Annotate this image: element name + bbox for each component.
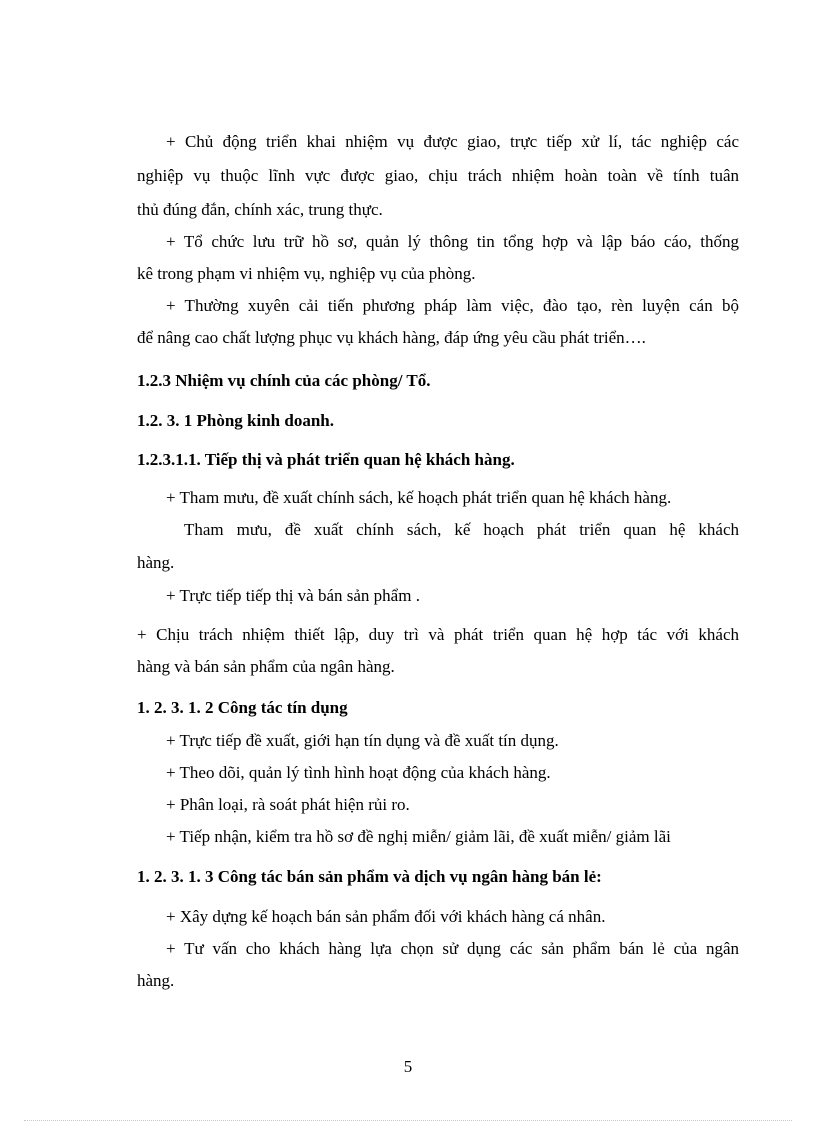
section-heading: 1.2.3 Nhiệm vụ chính của các phòng/ Tổ. [137,371,431,390]
page-bottom-border [24,1120,792,1121]
bullet-line: + Phân loại, rà soát phát hiện rủi ro. [166,795,410,814]
paragraph-line: kê trong phạm vi nhiệm vụ, nghiệp vụ của phòng. [137,264,476,283]
bullet-line: + Trực tiếp đề xuất, giới hạn tín dụng và đề xuất tín dụng. [166,731,559,750]
bullet-line: + Tham mưu, đề xuất chính sách, kế hoạch phát triển quan hệ khách hàng. [166,488,672,507]
paragraph-line: Tham mưu, đề xuất chính sách, kế hoạch phát triển quan hệ khách [184,520,739,539]
paragraph-line: + Tổ chức lưu trữ hồ sơ, quản lý thông tin tổng hợp và lập báo cáo, thống [166,232,739,251]
section-heading: 1. 2. 3. 1. 3 Công tác bán sản phẩm và dịch vụ ngân hàng bán lẻ: [137,867,602,886]
paragraph-line: + Chủ động triển khai nhiệm vụ được giao, trực tiếp xử lí, tác nghiệp các [166,132,739,151]
section-heading: 1.2.3.1.1. Tiếp thị và phát triển quan hệ khách hàng. [137,450,515,469]
paragraph-line: hàng. [137,553,175,572]
paragraph-line: + Chịu trách nhiệm thiết lập, duy trì và phát triển quan hệ hợp tác với khách [137,625,739,644]
paragraph-line: nghiệp vụ thuộc lĩnh vực được giao, chịu trách nhiệm hoàn toàn về tính tuân [137,166,739,185]
bullet-line: + Tư vấn cho khách hàng lựa chọn sử dụng các sản phẩm bán lẻ của ngân [166,939,739,958]
section-heading: 1.2. 3. 1 Phòng kinh doanh. [137,411,334,430]
paragraph-line: thủ đúng đắn, chính xác, trung thực. [137,200,383,219]
bullet-line: + Xây dựng kế hoạch bán sản phẩm đối với khách hàng cá nhân. [166,907,606,926]
bullet-line: + Theo dõi, quản lý tình hình hoạt động của khách hàng. [166,763,551,782]
section-heading: 1. 2. 3. 1. 2 Công tác tín dụng [137,698,348,717]
bullet-line: + Trực tiếp tiếp thị và bán sản phẩm . [166,586,420,605]
paragraph-line: hàng và bán sản phẩm của ngân hàng. [137,657,395,676]
paragraph-line: + Thường xuyên cải tiến phương pháp làm việc, đào tạo, rèn luyện cán bộ [166,296,739,315]
page-number: 5 [403,1057,413,1076]
bullet-line: + Tiếp nhận, kiểm tra hồ sơ đề nghị miễn/ giảm lãi, đề xuất miễn/ giảm lãi [166,827,671,846]
paragraph-line: để nâng cao chất lượng phục vụ khách hàng, đáp ứng yêu cầu phát triển…. [137,328,646,347]
paragraph-line: hàng. [137,971,175,990]
